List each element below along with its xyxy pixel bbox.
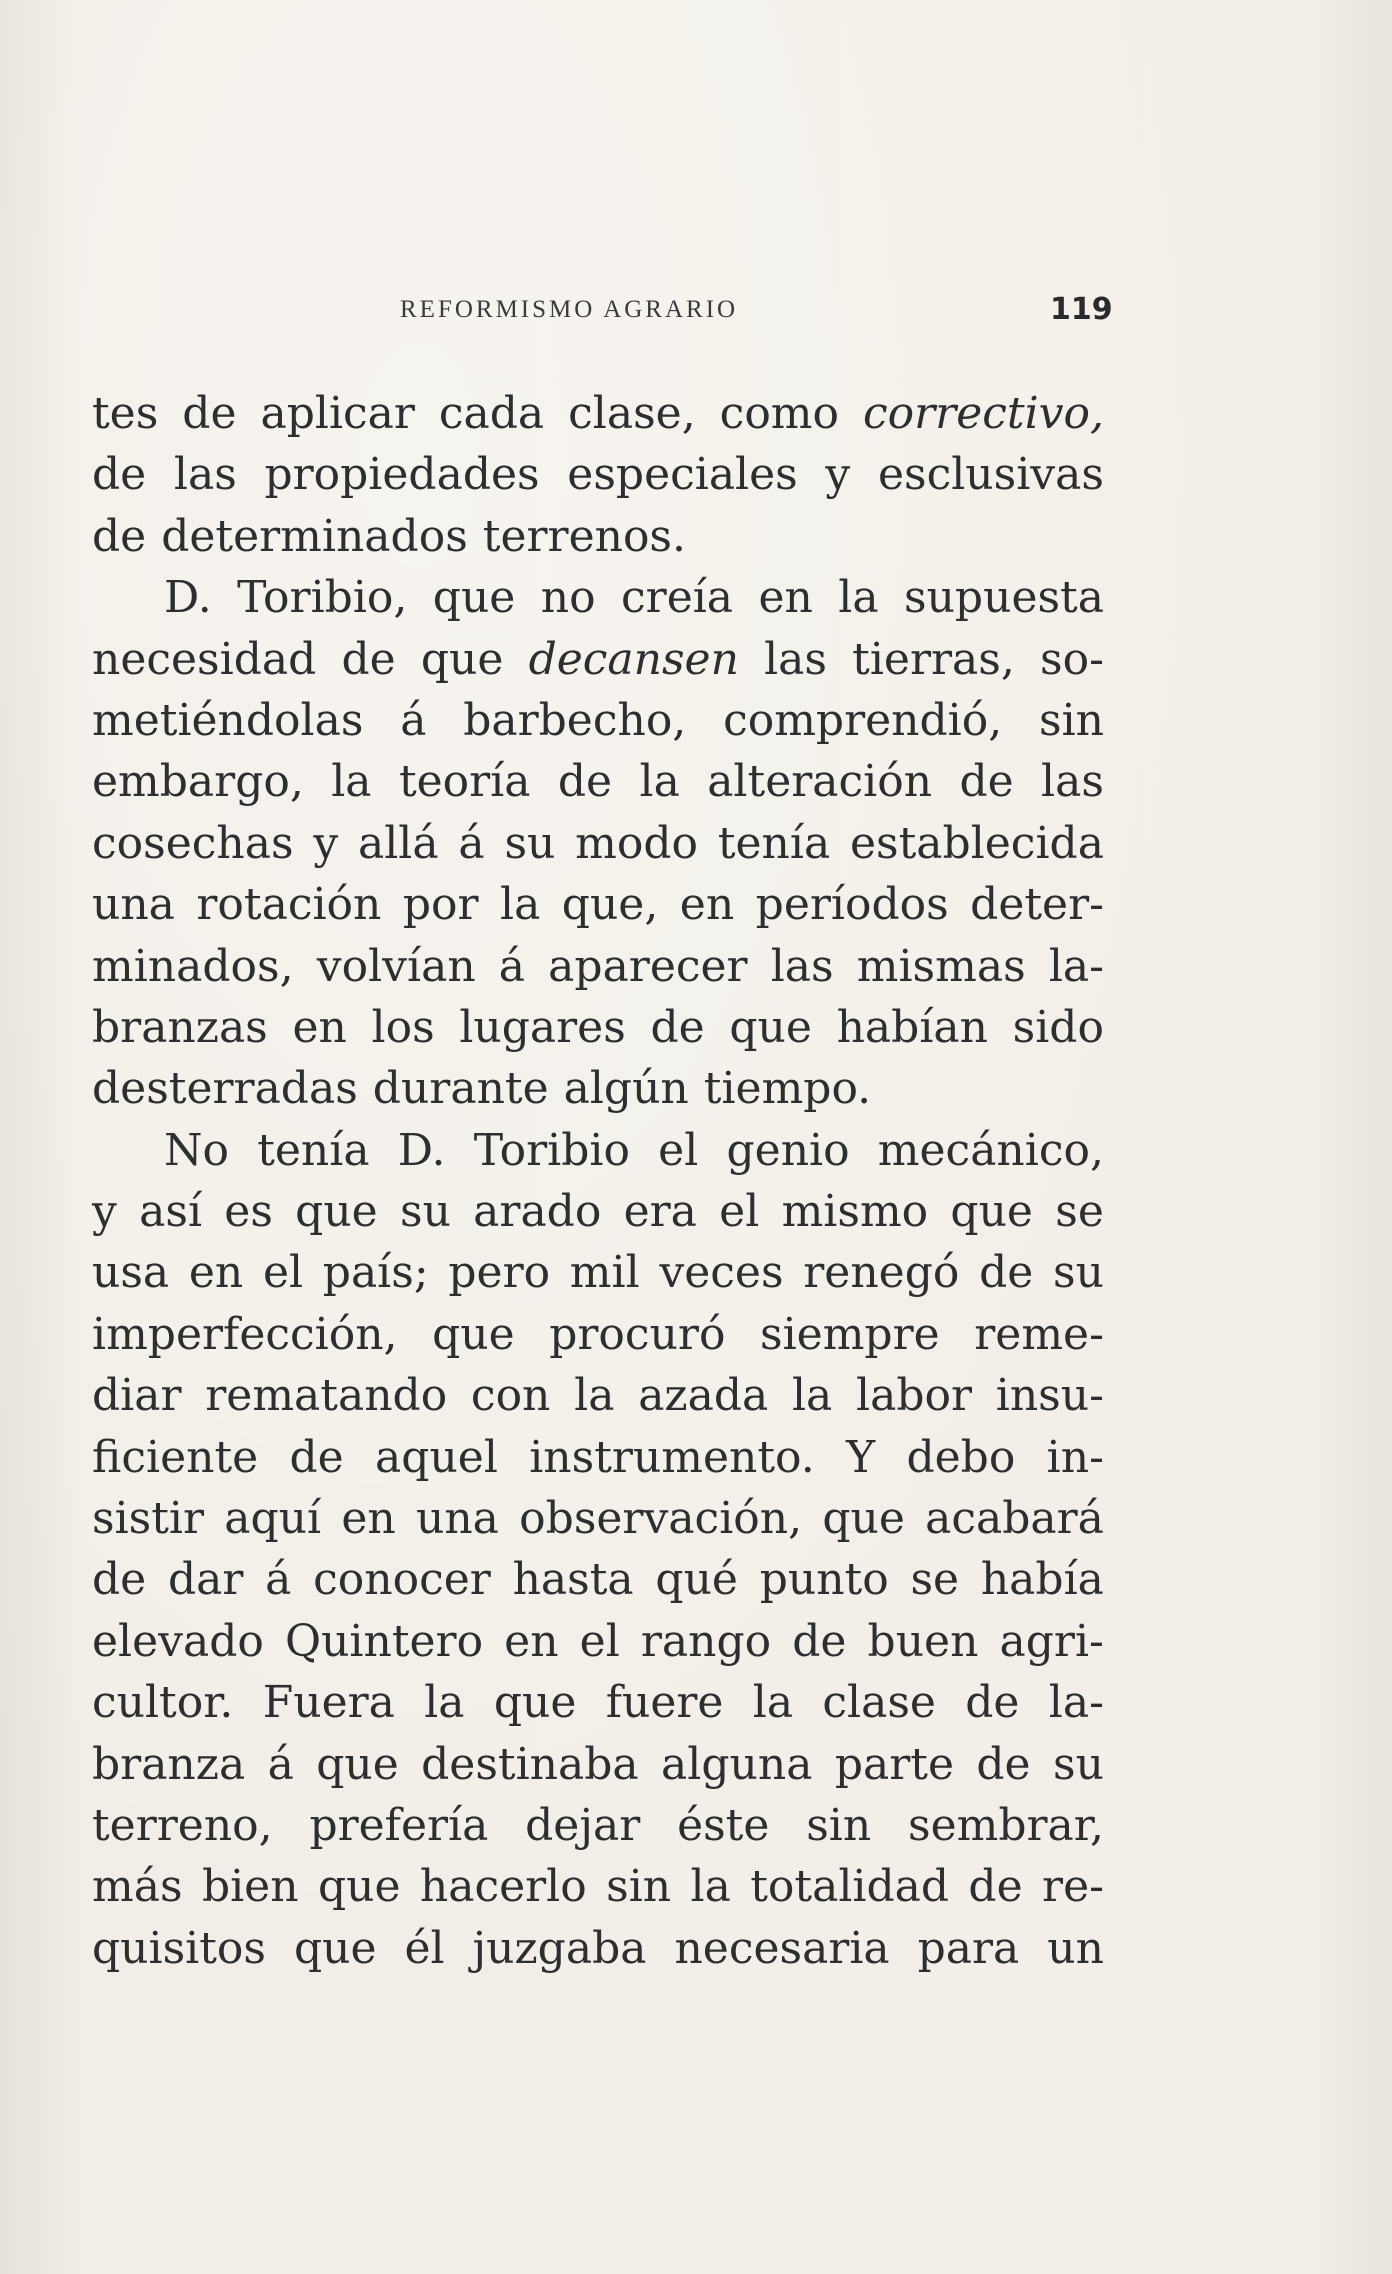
text-line [92, 690, 1104, 751]
word: sistir [92, 1493, 205, 1545]
word: él [404, 1922, 445, 1974]
text-line [92, 1304, 1104, 1365]
word: mismas [856, 940, 1026, 992]
word: dejar [525, 1799, 641, 1851]
word: de [92, 449, 147, 501]
word: diar [92, 1370, 182, 1422]
word: pero [448, 1247, 551, 1299]
word: sembrar, [908, 1799, 1104, 1851]
word: mil [569, 1247, 640, 1299]
word: á [458, 817, 485, 869]
word: de [979, 1247, 1034, 1299]
text-line [92, 813, 1104, 874]
word: su [504, 817, 556, 869]
word: especiales [567, 449, 798, 501]
word: por [402, 879, 479, 931]
text-line [92, 444, 1104, 505]
word: que [950, 1186, 1033, 1238]
word: No [164, 1124, 229, 1176]
word: la [331, 756, 372, 808]
word: terreno, [92, 1799, 273, 1851]
word: branza [92, 1738, 246, 1790]
word: de [650, 1001, 705, 1053]
word: tierras, [852, 633, 1015, 685]
italic-word: decansen [528, 633, 739, 685]
word: Y [846, 1431, 876, 1483]
word: azada [638, 1370, 769, 1422]
word: in- [1046, 1431, 1104, 1483]
word: qué [655, 1554, 738, 1606]
word: deter- [970, 879, 1104, 931]
word: de [289, 1431, 344, 1483]
text-line [92, 1427, 1104, 1488]
italic-word: correctivo, [863, 388, 1104, 439]
text-line [92, 1734, 1104, 1795]
word: las [1041, 756, 1104, 808]
word: mismo [781, 1186, 929, 1238]
text-line [92, 1120, 1104, 1181]
word: branzas [92, 1001, 268, 1053]
word: á [498, 940, 526, 992]
word: Fuera [262, 1677, 395, 1729]
word: rango [640, 1615, 772, 1667]
word: minados, [92, 940, 294, 992]
word: para [917, 1922, 1020, 1974]
word: arado [473, 1186, 602, 1238]
word: en [341, 1493, 396, 1545]
word: de [92, 510, 147, 562]
page-number: 119 [1050, 292, 1113, 327]
word: con [470, 1370, 551, 1422]
word: clase, [568, 388, 696, 439]
word: rematando [205, 1370, 448, 1422]
word: sin [806, 1799, 872, 1851]
word: agri- [999, 1615, 1104, 1667]
word: de [976, 1738, 1031, 1790]
text-line [92, 1611, 1104, 1672]
word: de [182, 388, 237, 439]
word: la [752, 1677, 794, 1729]
text-line [92, 1918, 1104, 1979]
text-line [92, 1795, 1104, 1856]
word: allá [358, 817, 439, 869]
word: clase [822, 1677, 936, 1729]
text-line [92, 1488, 1104, 1549]
word: alguna [661, 1738, 813, 1790]
word: que [293, 1922, 377, 1974]
word: á [267, 1738, 294, 1790]
word: y [313, 817, 339, 869]
word: sin [1038, 694, 1104, 746]
word: so- [1040, 633, 1104, 685]
word: cosechas [92, 817, 294, 869]
text-line [92, 997, 1104, 1058]
word: habían [836, 1001, 988, 1053]
paragraph [92, 383, 1104, 567]
word: el [262, 1247, 304, 1299]
word: Toribio, [237, 572, 408, 624]
word: mecánico, [877, 1124, 1104, 1176]
word: terrenos. [482, 510, 687, 562]
word: acabará [925, 1493, 1104, 1545]
word: creía [621, 572, 734, 624]
word: de [965, 1677, 1020, 1729]
word: en [679, 879, 735, 931]
word: que [316, 1738, 399, 1790]
word: instrumento. [529, 1431, 815, 1483]
word: que [729, 1001, 812, 1053]
word: las [770, 940, 834, 992]
word: era [623, 1186, 697, 1238]
word: hasta [512, 1554, 634, 1606]
word: á [400, 694, 427, 746]
word: fuere [605, 1677, 724, 1729]
text-line [92, 936, 1104, 997]
word: buen [867, 1615, 979, 1667]
word: de [557, 756, 613, 808]
word: esclusivas [877, 449, 1104, 501]
word: de [92, 1554, 147, 1606]
word: propiedades [264, 449, 540, 501]
word: tenía [257, 1124, 370, 1176]
word: la [639, 756, 680, 808]
word: renegó [803, 1247, 960, 1299]
word: á [265, 1554, 292, 1606]
word: aplicar [260, 388, 415, 439]
word: se [1055, 1186, 1104, 1238]
word: parte [834, 1738, 954, 1790]
word: un [1047, 1922, 1104, 1974]
word: juzgaba [472, 1922, 647, 1974]
word: la [574, 1370, 615, 1422]
text-line [92, 1365, 1104, 1426]
word: y [825, 449, 851, 501]
text-line [92, 1856, 1104, 1917]
word: las [173, 449, 237, 501]
text-line [92, 1672, 1104, 1733]
word: los [371, 1001, 435, 1053]
word: la- [1048, 940, 1104, 992]
word: una [92, 879, 175, 931]
text-line [92, 567, 1104, 628]
paragraph [92, 567, 1104, 1120]
word: la [690, 1861, 731, 1913]
word: su [399, 1186, 451, 1238]
word: la- [1048, 1677, 1104, 1729]
word: una [415, 1493, 499, 1545]
word: debo [906, 1431, 1016, 1483]
word: supuesta [904, 572, 1104, 624]
word: es [224, 1186, 273, 1238]
word: de [959, 756, 1014, 808]
word: sin [606, 1861, 672, 1913]
word: re- [1042, 1861, 1104, 1913]
word: tiempo. [703, 1063, 872, 1115]
word: se [910, 1554, 960, 1606]
word: cada [438, 388, 545, 439]
word: la [791, 1370, 833, 1422]
paragraph [92, 1120, 1104, 1979]
word: de [792, 1615, 847, 1667]
word: observación, [519, 1493, 803, 1545]
word: no [540, 572, 596, 624]
word: más [92, 1861, 183, 1913]
word: reme- [974, 1308, 1104, 1360]
word: D. [164, 572, 212, 624]
word: el [719, 1186, 760, 1238]
word: que [295, 1186, 378, 1238]
word: tenía [717, 817, 831, 869]
word: lugares [459, 1001, 626, 1053]
word: imperfección, [92, 1308, 398, 1360]
word: labor [856, 1370, 973, 1422]
word: así [139, 1186, 203, 1238]
word: algún [563, 1063, 689, 1115]
word: la [838, 572, 879, 624]
text-line [92, 1549, 1104, 1610]
word: Quintero [285, 1615, 484, 1667]
word: destinaba [421, 1738, 639, 1790]
word: dar [167, 1554, 244, 1606]
word: aquel [375, 1431, 498, 1483]
running-head: REFORMISMO AGRARIO [400, 296, 739, 323]
word: ficiente [92, 1431, 259, 1483]
word: veces [659, 1247, 784, 1299]
text-line [92, 1058, 1104, 1119]
word: cultor. [92, 1677, 234, 1729]
word: modo [575, 817, 699, 869]
word: desterradas [92, 1063, 358, 1115]
word: elevado [92, 1615, 264, 1667]
word: y [92, 1186, 117, 1238]
word: usa [92, 1247, 170, 1299]
word: siempre [760, 1308, 940, 1360]
text-line [92, 1242, 1104, 1303]
body-text [92, 383, 1104, 1979]
word: necesaria [674, 1922, 890, 1974]
word: prefería [309, 1799, 489, 1851]
text-line [92, 751, 1104, 812]
word: establecida [850, 817, 1104, 869]
word: su [1052, 1738, 1104, 1790]
word: comprendió, [723, 694, 1003, 746]
word: la [500, 879, 541, 931]
word: barbecho, [463, 694, 687, 746]
word: aquí [224, 1493, 322, 1545]
word: tes [92, 388, 159, 439]
word: teoría [398, 756, 531, 808]
word: durante [372, 1063, 549, 1115]
word: sido [1012, 1001, 1104, 1053]
word: que [493, 1677, 577, 1729]
word: de [968, 1861, 1023, 1913]
word: en [292, 1001, 347, 1053]
word: bien [201, 1861, 299, 1913]
word: país; [322, 1247, 429, 1299]
word: aparecer [548, 940, 748, 992]
word: embargo, [92, 756, 304, 808]
text-line [92, 629, 1104, 690]
word: había [980, 1554, 1104, 1606]
word: D. [397, 1124, 446, 1176]
word: insu- [995, 1370, 1104, 1422]
word: de [341, 633, 396, 685]
word: éste [677, 1799, 770, 1851]
word: necesidad [92, 633, 317, 685]
word: que [822, 1493, 905, 1545]
word: genio [726, 1124, 850, 1176]
word: en [504, 1615, 559, 1667]
word: que [432, 572, 516, 624]
word: períodos [755, 879, 949, 931]
word: metiéndolas [92, 694, 364, 746]
word: en [188, 1247, 244, 1299]
word: totalidad [750, 1861, 950, 1913]
word: conocer [313, 1554, 491, 1606]
text-line [92, 383, 1104, 444]
word: la [424, 1677, 465, 1729]
word: en [758, 572, 813, 624]
word: volvían [316, 940, 476, 992]
word: su [1052, 1247, 1104, 1299]
word: hacerlo [419, 1861, 587, 1913]
text-line [92, 1181, 1104, 1242]
word: el [658, 1124, 699, 1176]
word: el [579, 1615, 620, 1667]
word: como [719, 388, 840, 439]
word: las [764, 633, 827, 685]
word: que, [561, 879, 659, 931]
word: Toribio [473, 1124, 630, 1176]
word: procuró [549, 1308, 726, 1360]
word: quisitos [92, 1922, 266, 1974]
word: que [420, 633, 504, 685]
word: determinados [161, 510, 468, 562]
word: rotación [196, 879, 382, 931]
word: punto [759, 1554, 889, 1606]
word: que [317, 1861, 401, 1913]
text-line [92, 874, 1104, 935]
word: alteración [707, 756, 933, 808]
word: que [432, 1308, 515, 1360]
text-line [92, 506, 1104, 567]
